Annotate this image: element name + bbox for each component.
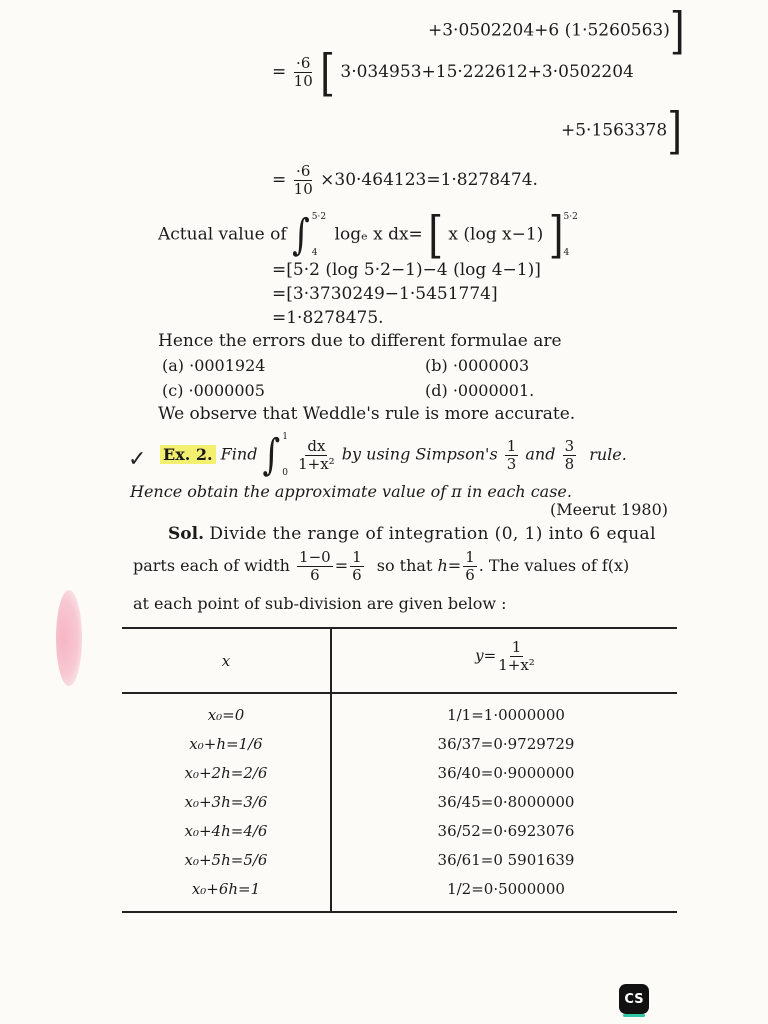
fraction-denominator: 6: [352, 566, 362, 584]
width-fraction-simplified: [350, 550, 364, 583]
fraction-denominator: 1+x²: [298, 454, 335, 473]
table-header-y: [336, 640, 676, 673]
cell-x: x₀+4h=4/6: [184, 822, 268, 840]
cell-y: 1/2=0·5000000: [447, 880, 565, 898]
cell-x: x₀+2h=2/6: [184, 764, 268, 782]
page-stain: [56, 590, 82, 686]
lower-limit: 4: [563, 248, 570, 258]
errors-heading: Hence the errors due to different formulae are: [158, 331, 562, 351]
cell-x: x₀+6h=1: [191, 880, 261, 898]
observation: We observe that Weddle's rule is more accurate.: [158, 404, 576, 424]
cell-y: 36/37=0·9729729: [437, 735, 575, 753]
error-c: (c) ·0000005: [162, 381, 265, 400]
solution-line-1: [168, 524, 656, 544]
fraction-denominator: 6: [310, 566, 320, 584]
cell-y: 1/1=1·0000000: [447, 706, 565, 724]
fraction-denominator: 10: [293, 180, 313, 198]
fraction-denominator: 8: [564, 454, 575, 473]
equation-line-4: [272, 164, 538, 197]
equation-text: +3·0502204+6 (1·5260563): [428, 20, 670, 41]
equation-text: ×30·464123=1·8278474.: [320, 170, 538, 190]
y-fraction: [498, 640, 535, 673]
h-fraction: [463, 550, 477, 583]
actual-value-line: [158, 206, 581, 264]
fraction-numerator: 1: [352, 548, 362, 566]
equals-sign: =: [272, 170, 287, 190]
cell-x: x₀+3h=3/6: [184, 793, 268, 811]
fraction-denominator: 1+x²: [498, 656, 535, 674]
checkmark-icon: ✓: [128, 447, 147, 472]
close-bracket: ]: [667, 102, 683, 160]
fraction-numerator: 1: [506, 436, 517, 455]
solution-text: parts each of width: [133, 556, 290, 575]
actual-step-1: =[5·2 (log 5·2−1)−4 (log 4−1)]: [272, 260, 541, 280]
error-b: (b) ·0000003: [425, 356, 530, 375]
cell-y: 36/61=0 5901639: [437, 851, 575, 869]
error-d: (d) ·0000001.: [425, 381, 535, 400]
width-fraction: [297, 550, 333, 583]
upper-limit: 5·2: [311, 212, 327, 222]
fraction-denominator: 6: [465, 566, 475, 584]
table-header-rule: [122, 692, 677, 694]
table-bottom-rule: [122, 911, 677, 913]
fraction-numerator: ·6: [296, 54, 311, 72]
fraction-numerator: 1: [465, 548, 475, 566]
lower-limit: 4: [311, 248, 318, 258]
example-find: Find: [220, 444, 258, 464]
solution-label: Sol.: [168, 524, 204, 544]
solution-text: so that: [376, 556, 433, 575]
solution-text: . The values of f(x): [478, 556, 630, 575]
open-bracket: [: [428, 206, 444, 264]
equation-line-3: [561, 102, 683, 160]
cell-y: 36/40=0·9000000: [437, 764, 575, 782]
integral-limits: [282, 432, 288, 478]
fraction-numerator: ·6: [296, 162, 311, 180]
cell-y: 36/45=0·8000000: [437, 793, 575, 811]
example-line-2: Hence obtain the approximate value of π in each case.: [130, 482, 572, 501]
example-source: (Meerut 1980): [550, 500, 668, 519]
integrand: logₑ x dx=: [334, 224, 423, 245]
equation-text: 3·034953+15·222612+3·0502204: [340, 62, 634, 82]
evaluation-limits: [564, 212, 578, 258]
integral-limits: [312, 212, 326, 258]
equals-sign: =: [334, 556, 349, 575]
close-bracket: ]: [669, 2, 685, 60]
fraction-numerator: dx: [307, 436, 326, 455]
error-a: (a) ·0001924: [162, 356, 266, 375]
cell-x: x₀+h=1/6: [189, 735, 263, 753]
fraction-denominator: 3: [506, 454, 517, 473]
cell-y: 36/52=0·6923076: [437, 822, 575, 840]
table-top-rule: [122, 627, 677, 629]
solution-text: Divide the range of integration (0, 1) into 6 equal: [209, 524, 656, 544]
actual-step-3: =1·8278475.: [272, 308, 384, 328]
antiderivative: x (log x−1): [448, 224, 544, 245]
example-and: and: [525, 444, 556, 464]
example-line-1: [160, 432, 627, 478]
equation-line-1: [428, 2, 685, 60]
fraction-denominator: 10: [293, 72, 313, 90]
lower-limit: 0: [282, 468, 288, 478]
y-label: y=: [475, 646, 497, 665]
equation-line-2: [272, 43, 634, 102]
camscanner-logo-icon: CS: [619, 984, 649, 1014]
fraction: [294, 56, 313, 89]
simpson-three-eighths: [563, 436, 577, 473]
fraction: [294, 164, 313, 197]
integral-sign: ∫: [262, 430, 281, 480]
upper-limit: 1: [282, 432, 288, 442]
integrand-fraction: [298, 436, 335, 473]
close-bracket: ]: [548, 206, 564, 264]
h-label: h=: [437, 556, 462, 575]
table-header-x: x: [221, 652, 231, 670]
solution-line-2: [133, 550, 629, 583]
upper-limit: 5·2: [563, 212, 578, 222]
simpson-one-third: [505, 436, 519, 473]
example-method: by using Simpson's: [341, 444, 498, 464]
solution-line-3: at each point of sub-division are given below :: [133, 594, 507, 613]
fraction-numerator: 3: [564, 436, 575, 455]
example-tag: Ex. 2.: [160, 445, 216, 464]
actual-step-2: =[3·3730249−1·5451774]: [272, 284, 498, 304]
cell-x: x₀=0: [207, 706, 245, 724]
fraction-numerator: 1−0: [299, 548, 331, 566]
equals-sign: =: [272, 62, 287, 82]
actual-value-label: Actual value of: [158, 224, 287, 245]
open-bracket: [: [320, 43, 335, 102]
equation-text: +5·1563378: [561, 120, 668, 141]
table-column-divider: [330, 629, 332, 911]
cell-x: x₀+5h=5/6: [184, 851, 268, 869]
fraction-numerator: 1: [511, 638, 522, 656]
example-rule: rule.: [589, 444, 627, 464]
integral-sign: ∫: [292, 210, 310, 260]
